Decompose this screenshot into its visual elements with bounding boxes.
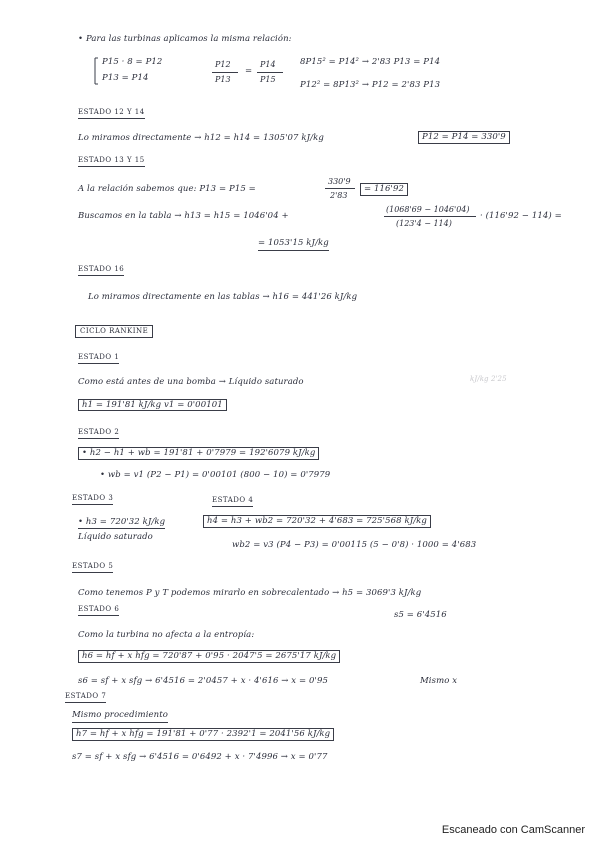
estado-4-title: ESTADO 4 [212,496,253,507]
estado-12-14-pressure: P12 = P14 = 330'9 [418,131,510,144]
estado-13-15-frac-den: 2'83 [330,191,348,200]
estado-5-title: ESTADO 5 [72,562,113,573]
estado-6-line3: s6 = sf + x sfg → 6'4516 = 2'0457 + x · 4'616 → x = 0'95 [78,676,328,686]
estado-13-15-line2: Buscamos en la tabla → h13 = h15 = 1046'04 + [78,211,289,221]
estado-6-note: Mismo x [420,676,458,686]
relation-2: P13 = P14 [102,73,149,83]
fraction-a-denominator: P13 [215,75,231,84]
fraction-a-numerator: P12 [215,60,231,69]
estado-3-line1: • h3 = 720'32 kJ/kg [78,517,166,527]
relation-1: P15 · 8 = P12 [102,57,163,67]
estado-7-title: ESTADO 7 [65,692,106,703]
estado-13-15-result: = 116'92 [360,183,408,196]
estado-2-line1: • h2 − h1 + wb = 191'81 + 0'7979 = 192'6079 kJ/kg [78,447,319,460]
estado-16-title: ESTADO 16 [78,265,124,276]
estado-16-text: Lo miramos directamente en las tablas → h16 = 441'26 kJ/kg [88,292,358,302]
fraction-b-numerator: P14 [260,60,276,69]
estado-5-line1: Como tenemos P y T podemos mirarlo en sobrecalentado → h5 = 3069'3 kJ/kg [78,588,422,598]
estado-3-title: ESTADO 3 [72,494,113,505]
estado-6-title: ESTADO 6 [78,605,119,616]
ciclo-rankine-title: CICLO RANKINE [75,325,153,338]
estado-1-h1-box: h1 = 191'81 kJ/kg v1 = 0'00101 [78,399,227,411]
estado-13-15-frac2-bar [384,216,476,217]
estado-2-line2: • wb = v1 (P2 − P1) = 0'00101 (800 − 10) = 0'7979 [100,470,331,480]
estado-1-text: Como está antes de una bomba → Líquido saturado [78,377,304,387]
estado-13-15-tail: · (116'92 − 114) = [480,211,562,221]
equals-sign: = [245,66,253,76]
estado-7-line3: s7 = sf + x sfg → 6'4516 = 0'6492 + x · 7'4996 → x = 0'77 [72,752,328,762]
estado-7-line1: Mismo procedimiento [72,710,168,723]
estado-2-title: ESTADO 2 [78,428,119,439]
estado-13-15-frac-num: 330'9 [328,177,351,186]
result-1: 8P15² = P14² → 2'83 P13 = P14 [300,57,441,67]
intro-text: • Para las turbinas aplicamos la misma relación: [78,34,292,44]
estado-5-line2: s5 = 6'4516 [394,610,447,620]
estado-7-line2: h7 = hf + x hfg = 191'81 + 0'77 · 2392'1 = 2041'56 kJ/kg [72,728,334,741]
estado-3-line2: Líquido saturado [78,532,153,542]
estado-13-15-frac2-den: (123'4 − 114) [396,219,452,228]
estado-13-15-frac2-num: (1068'69 − 1046'04) [386,205,470,214]
estado-12-14-text: Lo miramos directamente → h12 = h14 = 1305'07 kJ/kg [78,133,324,143]
estado-13-15-final: = 1053'15 kJ/kg [258,238,329,251]
estado-6-line2: h6 = hf + x hfg = 720'87 + 0'95 · 2047'5 = 2675'17 kJ/kg [78,650,340,663]
estado-1-title: ESTADO 1 [78,353,119,364]
estado-6-line1: Como la turbina no afecta a la entropía: [78,630,255,640]
estado-4-line1: h4 = h3 + wb2 = 720'32 + 4'683 = 725'568 kJ/kg [203,515,431,528]
estado-1-faint-note: kJ/kg 2'25 [470,375,507,383]
camscanner-footer: Escaneado con CamScanner [441,824,585,836]
fraction-b-denominator: P15 [260,75,276,84]
estado-13-15-frac-bar [325,188,355,189]
estado-13-15-line1: A la relación sabemos que: P13 = P15 = [78,184,256,194]
fraction-b-bar [257,72,283,73]
estado-1-values [78,400,227,411]
result-2: P12² = 8P13² → P12 = 2'83 P13 [300,80,441,90]
estado-13-15-title: ESTADO 13 Y 15 [78,156,145,167]
fraction-a-bar [212,72,238,73]
estado-12-14-title: ESTADO 12 Y 14 [78,108,145,119]
estado-4-line2: wb2 = v3 (P4 − P3) = 0'00115 (5 − 0'8) · 1000 = 4'683 [232,540,477,550]
